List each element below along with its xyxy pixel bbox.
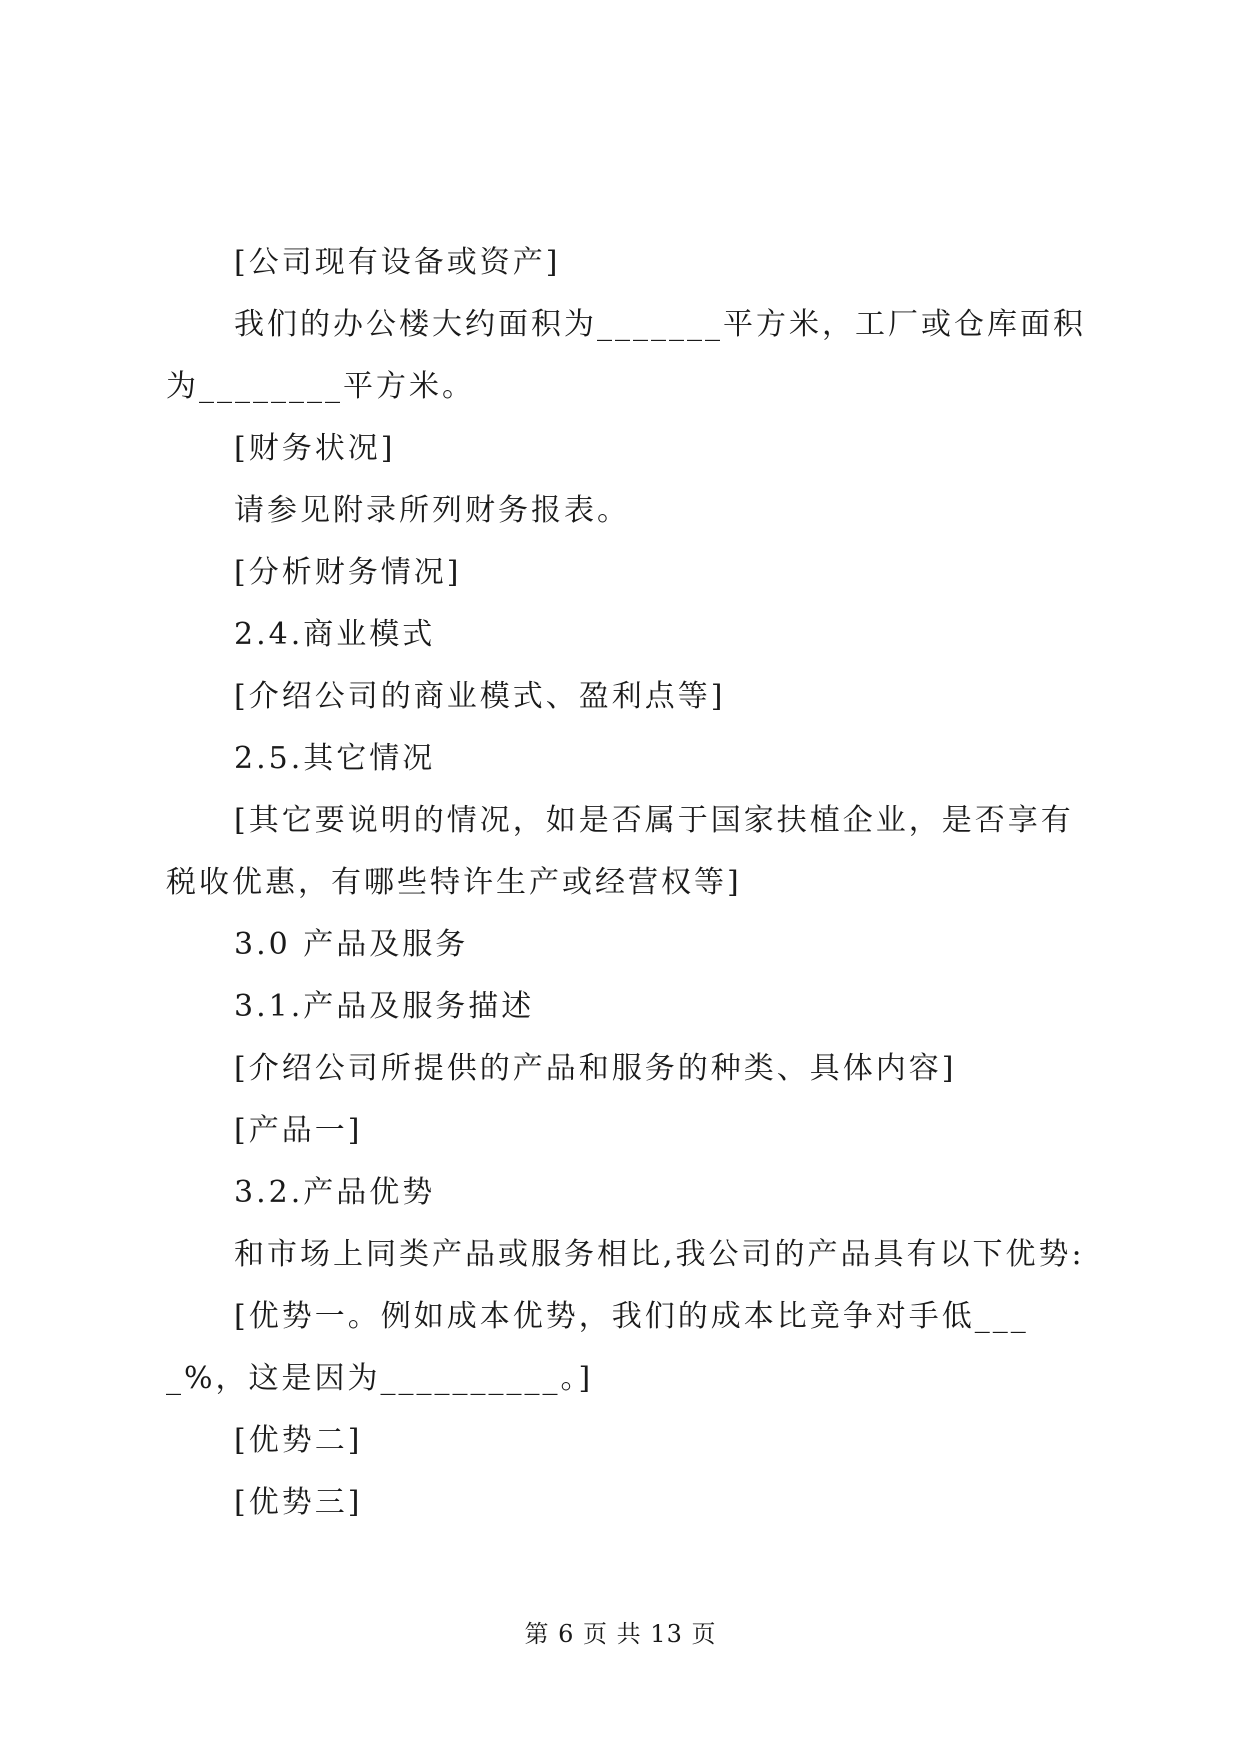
page-number-footer: 第 6 页 共 13 页 bbox=[524, 1620, 717, 1648]
paragraph: [产品一] bbox=[234, 1113, 363, 1148]
paragraph: [公司现有设备或资产] bbox=[234, 245, 561, 280]
paragraph: [财务状况] bbox=[234, 431, 396, 466]
paragraph: [其它要说明的情况，如是否属于国家扶植企业，是否享有税收优惠，有哪些特许生产或经营权等] bbox=[166, 803, 1074, 900]
paragraph: 请参见附录所列财务报表。 bbox=[234, 493, 630, 528]
paragraph: 我们的办公楼大约面积为_______平方米，工厂或仓库面积为________平方米。 bbox=[166, 307, 1086, 404]
section-heading: 3.1.产品及服务描述 bbox=[234, 989, 535, 1024]
paragraph: [优势一。例如成本优势，我们的成本比竞争对手低____%，这是因为__________。] bbox=[166, 1299, 1029, 1396]
paragraph: [分析财务情况] bbox=[234, 555, 462, 590]
section-heading: 2.5.其它情况 bbox=[234, 741, 436, 776]
section-heading: 3.0 产品及服务 bbox=[234, 927, 469, 962]
paragraph: [介绍公司的商业模式、盈利点等] bbox=[234, 679, 726, 714]
paragraph: [介绍公司所提供的产品和服务的种类、具体内容] bbox=[234, 1051, 957, 1086]
paragraph: 和市场上同类产品或服务相比,我公司的产品具有以下优势: bbox=[234, 1237, 1085, 1272]
paragraph: [优势二] bbox=[234, 1423, 363, 1458]
paragraph: [优势三] bbox=[234, 1485, 363, 1520]
document-body bbox=[166, 232, 1096, 1534]
section-heading: 2.4.商业模式 bbox=[234, 617, 436, 652]
section-heading: 3.2.产品优势 bbox=[234, 1175, 436, 1210]
